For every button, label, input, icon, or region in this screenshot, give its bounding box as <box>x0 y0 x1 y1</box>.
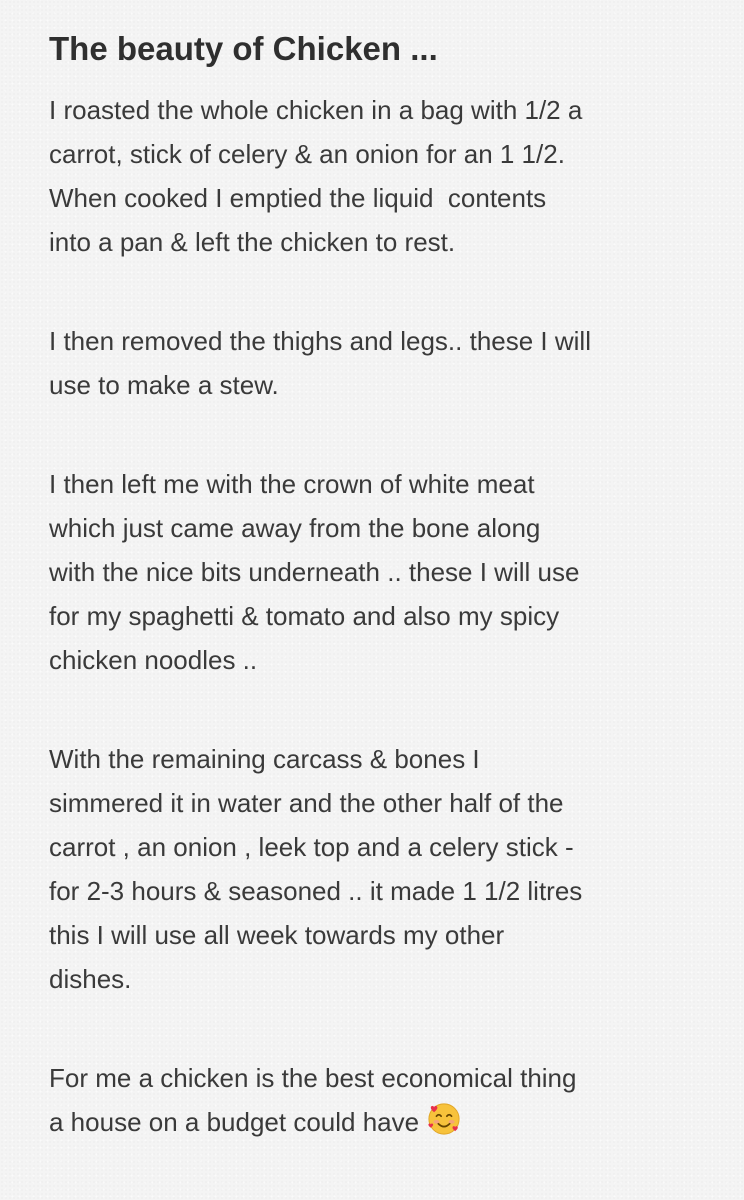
paragraph-roasting <box>49 88 714 264</box>
note-title: The beauty of Chicken ... <box>49 30 438 67</box>
text-line: chicken noodles .. <box>49 645 258 675</box>
text-line: with the nice bits underneath .. these I will use <box>49 557 580 587</box>
text-line: simmered it in water and the other half of the <box>49 788 564 818</box>
paragraph-stock <box>49 737 714 1001</box>
paragraph-white-meat <box>49 462 714 682</box>
text-line: a house on a budget could have <box>49 1107 420 1137</box>
text-line: carrot , an onion , leek top and a celery stick - <box>49 832 574 862</box>
text-line: With the remaining carcass & bones I <box>49 744 480 774</box>
smiling-face-with-hearts-icon <box>427 1102 461 1136</box>
text-line: dishes. <box>49 964 132 994</box>
paragraph-conclusion <box>49 1056 714 1144</box>
text-line: I roasted the whole chicken in a bag with 1/2 a <box>49 95 583 125</box>
paragraph-thighs-legs <box>49 319 714 407</box>
text-line: for 2-3 hours & seasoned .. it made 1 1/2 litres <box>49 876 583 906</box>
text-line: this I will use all week towards my other <box>49 920 505 950</box>
text-line: I then removed the thighs and legs.. these I will <box>49 326 591 356</box>
text-line: into a pan & left the chicken to rest. <box>49 227 456 257</box>
text-line: use to make a stew. <box>49 370 279 400</box>
text-line: I then left me with the crown of white meat <box>49 469 535 499</box>
text-line: for my spaghetti & tomato and also my spicy <box>49 601 560 631</box>
text-line: For me a chicken is the best economical thing <box>49 1063 577 1093</box>
text-line: carrot, stick of celery & an onion for an 1 1/2. <box>49 139 565 169</box>
text-line: which just came away from the bone along <box>49 513 541 543</box>
text-line-with-emoji <box>49 1100 714 1144</box>
note-body <box>49 88 714 1144</box>
text-line: When cooked I emptied the liquid contents <box>49 183 547 213</box>
